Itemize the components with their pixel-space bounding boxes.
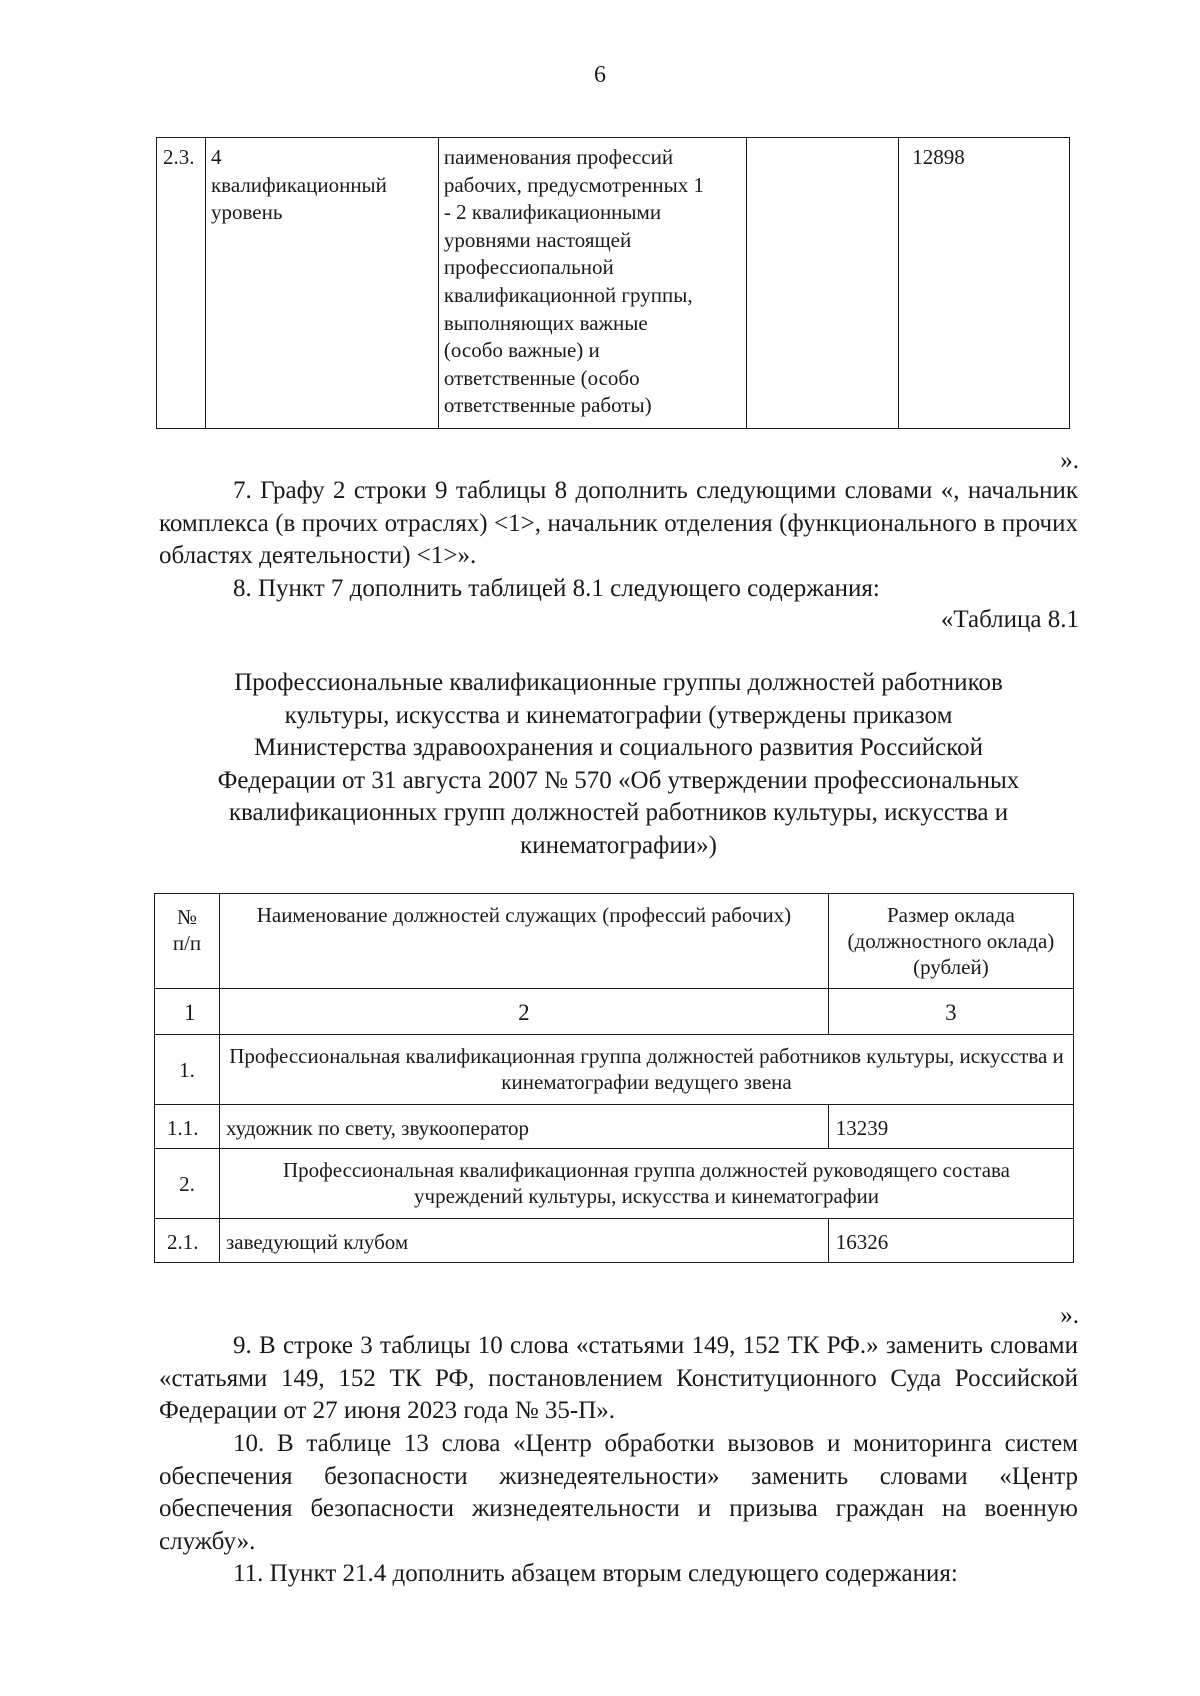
paragraph-11 bbox=[159, 1558, 1078, 1591]
group-title: Профессиональная квалификационная группа должностей руководящего состава учреждений культуры, искусства и кинематографии bbox=[219, 1149, 1073, 1219]
heading-line: Министерства здравоохранения и социального развития Российской bbox=[253, 734, 983, 761]
header-line: (рублей) bbox=[913, 955, 989, 979]
header-row bbox=[155, 894, 1074, 989]
heading-line: культуры, искусства и кинематографии (утверждены приказом bbox=[284, 701, 953, 729]
item-number: 1.1. bbox=[155, 1105, 220, 1149]
header-line: № bbox=[176, 905, 198, 929]
names-line: уровнями настоящей bbox=[443, 227, 632, 252]
paragraph-7 bbox=[159, 475, 1078, 573]
item-salary: 16326 bbox=[828, 1219, 1073, 1263]
group-number: 2. bbox=[155, 1149, 220, 1219]
table-caption: «Таблица 8.1 bbox=[940, 606, 1079, 633]
index-cell: 3 bbox=[828, 989, 1073, 1035]
item-number: 2.1. bbox=[155, 1219, 220, 1263]
names-line: - 2 квалификационными bbox=[443, 200, 662, 225]
names-line: ответственные (особо bbox=[443, 365, 640, 390]
header-name: Наименование должностей служащих (профессий рабочих) bbox=[219, 894, 828, 989]
paragraph-text: 9. В строке 3 таблицы 10 слова «статьями 149, 152 ТК РФ.» заменить словами «статьями 149, 152 ТК РФ, постановлением Конституционного Суда Российской Федерации от 27 июня 2023 года № 35-П». bbox=[159, 1332, 1078, 1424]
table-heading bbox=[159, 667, 1078, 862]
names-line: (особо важные) и bbox=[443, 338, 600, 363]
empty-cell bbox=[746, 138, 899, 429]
paragraph-text: 11. Пункт 21.4 дополнить абзацем вторым следующего содержания: bbox=[233, 1560, 958, 1587]
item-name: заведующий клубом bbox=[219, 1219, 828, 1263]
heading-line: квалификационных групп должностей работников культуры, искусства и bbox=[228, 799, 1009, 826]
names-line: рабочих, предусмотренных 1 bbox=[443, 172, 705, 197]
salary-value: 12898 bbox=[912, 145, 965, 169]
group-row bbox=[155, 1035, 1074, 1105]
table-row bbox=[155, 1219, 1074, 1263]
group-number: 1. bbox=[155, 1035, 220, 1105]
group-row bbox=[155, 1149, 1074, 1219]
header-salary bbox=[828, 894, 1073, 989]
level-line: квалификационный bbox=[210, 172, 387, 197]
profession-names bbox=[438, 138, 746, 429]
item-salary: 13239 bbox=[828, 1105, 1073, 1149]
group-title: Профессиональная квалификационная группа должностей работников культуры, искусства и кинематографии ведущего звена bbox=[219, 1035, 1073, 1105]
heading-line: Профессиональные квалификационные группы должностей работников bbox=[234, 669, 1003, 696]
index-row bbox=[155, 989, 1074, 1035]
table-row bbox=[157, 138, 1070, 429]
header-line: п/п bbox=[172, 931, 202, 955]
names-line: паименования профессий bbox=[443, 145, 674, 169]
salary-cell bbox=[899, 138, 1070, 429]
item-name: художник по свету, звукооператор bbox=[219, 1105, 828, 1149]
names-line: ответственные работы) bbox=[443, 393, 652, 418]
index-cell: 2 bbox=[219, 989, 828, 1035]
table-row bbox=[155, 1105, 1074, 1149]
paragraph-text: 10. В таблице 13 слова «Центр обработки вызовов и мониторинга систем обеспечения безопасности жизнедеятельности» заменить словами «Центр обеспечения безопасности жизнедеятельности и призыва граждан на военную службу». bbox=[159, 1430, 1078, 1555]
page-number: 6 bbox=[594, 62, 606, 88]
header-line: (должностного оклада) bbox=[847, 929, 1055, 953]
heading-line: кинематографии») bbox=[520, 831, 717, 859]
paragraph-10 bbox=[159, 1428, 1078, 1558]
names-line: квалификационной группы, bbox=[443, 282, 693, 307]
row-number: 2.3. bbox=[157, 138, 206, 429]
names-line: выполняющих важные bbox=[443, 310, 648, 335]
header-line: Размер оклада bbox=[886, 903, 1015, 927]
paragraph-text: 7. Графу 2 строки 9 таблицы 8 дополнить следующими словами «, начальник комплекса (в прочих отраслях) <1>, начальник отделения (функционального в прочих областях деятельности) <1>». bbox=[159, 477, 1078, 569]
paragraph-text: 8. Пункт 7 дополнить таблицей 8.1 следующего содержания: bbox=[233, 575, 880, 602]
closing-quote: ». bbox=[1060, 1302, 1079, 1329]
table-1 bbox=[156, 137, 1070, 429]
index-cell: 1 bbox=[155, 989, 220, 1035]
level-line: 4 bbox=[210, 145, 222, 169]
names-line: профессиопальной bbox=[443, 255, 614, 280]
paragraph-8 bbox=[159, 573, 1078, 606]
heading-line: Федерации от 31 августа 2007 № 570 «Об утверждении профессиональных bbox=[217, 766, 1020, 794]
level-line: уровень bbox=[210, 200, 283, 225]
table-8-1 bbox=[154, 893, 1074, 1263]
qualification-level bbox=[205, 138, 438, 429]
header-number bbox=[155, 894, 220, 989]
paragraph-9 bbox=[159, 1330, 1078, 1428]
closing-quote: ». bbox=[1060, 447, 1079, 474]
